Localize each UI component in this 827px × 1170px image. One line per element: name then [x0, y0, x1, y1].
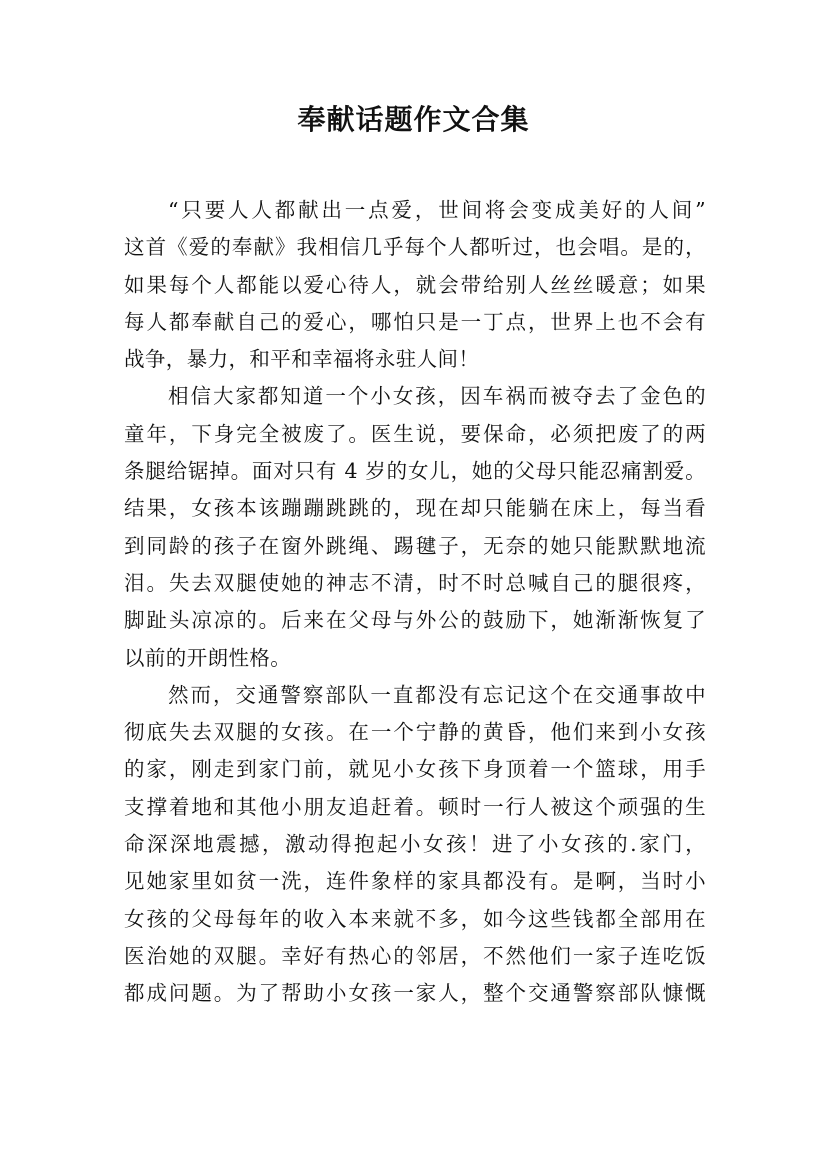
paragraph-line: 战争，暴力，和平和幸福将永驻人间！ [124, 347, 480, 372]
paragraph-line: 脚趾头凉凉的。后来在父母与外公的鼓励下，她渐渐恢复了 [124, 608, 706, 633]
paragraph-line: 这首《爱的奉献》我相信几乎每个人都听过，也会唱。是的， [124, 235, 706, 260]
paragraph-line: 如果每个人都能以爱心待人，就会带给别人丝丝暖意；如果 [124, 272, 706, 297]
paragraph-line: 相信大家都知道一个小女孩，因车祸而被夺去了金色的 [168, 384, 706, 409]
paragraph-line: 女孩的父母每年的收入本来就不多，如今这些钱都全部用在 [124, 906, 706, 931]
paragraph-line: 童年，下身完全被废了。医生说，要保命，必须把废了的两 [124, 421, 706, 446]
paragraph-line: 命深深地震撼，激动得抱起小女孩！进了小女孩的.家门， [124, 832, 706, 857]
paragraph-line: 到同龄的孩子在窗外跳绳、踢毽子，无奈的她只能默默地流 [124, 533, 706, 558]
paragraph-line: “只要人人都献出一点爱，世间将会变成美好的人间” [168, 198, 706, 222]
paragraph-line: 医治她的双腿。幸好有热心的邻居，不然他们一家子连吃饭 [124, 943, 706, 968]
paragraph-line: 都成问题。为了帮助小女孩一家人，整个交通警察部队慷慨 [124, 981, 706, 1006]
paragraph-line: 支撑着地和其他小朋友追赶着。顿时一行人被这个顽强的生 [124, 794, 706, 819]
paragraph-line: 见她家里如贫一洗，连件象样的家具都没有。是啊，当时小 [124, 869, 706, 894]
paragraph-line: 泪。失去双腿使她的神志不清，时不时总喊自己的腿很疼， [124, 570, 706, 595]
document-title: 奉献话题作文合集 [297, 103, 530, 136]
paragraph-line: 每人都奉献自己的爱心，哪怕只是一丁点，世界上也不会有 [124, 309, 706, 334]
paragraph-line: 的家，刚走到家门前，就见小女孩下身顶着一个篮球，用手 [124, 757, 706, 782]
paragraph-line: 条腿给锯掉。面对只有 4 岁的女儿，她的父母只能忍痛割爱。 [124, 459, 706, 484]
paragraph-line: 以前的开朗性格。 [124, 645, 292, 670]
paragraph-line: 彻底失去双腿的女孩。在一个宁静的黄昏，他们来到小女孩 [124, 720, 706, 745]
document-body [124, 192, 706, 1013]
paragraph-line: 然而，交通警察部队一直都没有忘记这个在交通事故中 [168, 682, 706, 707]
paragraph-line: 结果，女孩本该蹦蹦跳跳的，现在却只能躺在床上，每当看 [124, 496, 706, 521]
